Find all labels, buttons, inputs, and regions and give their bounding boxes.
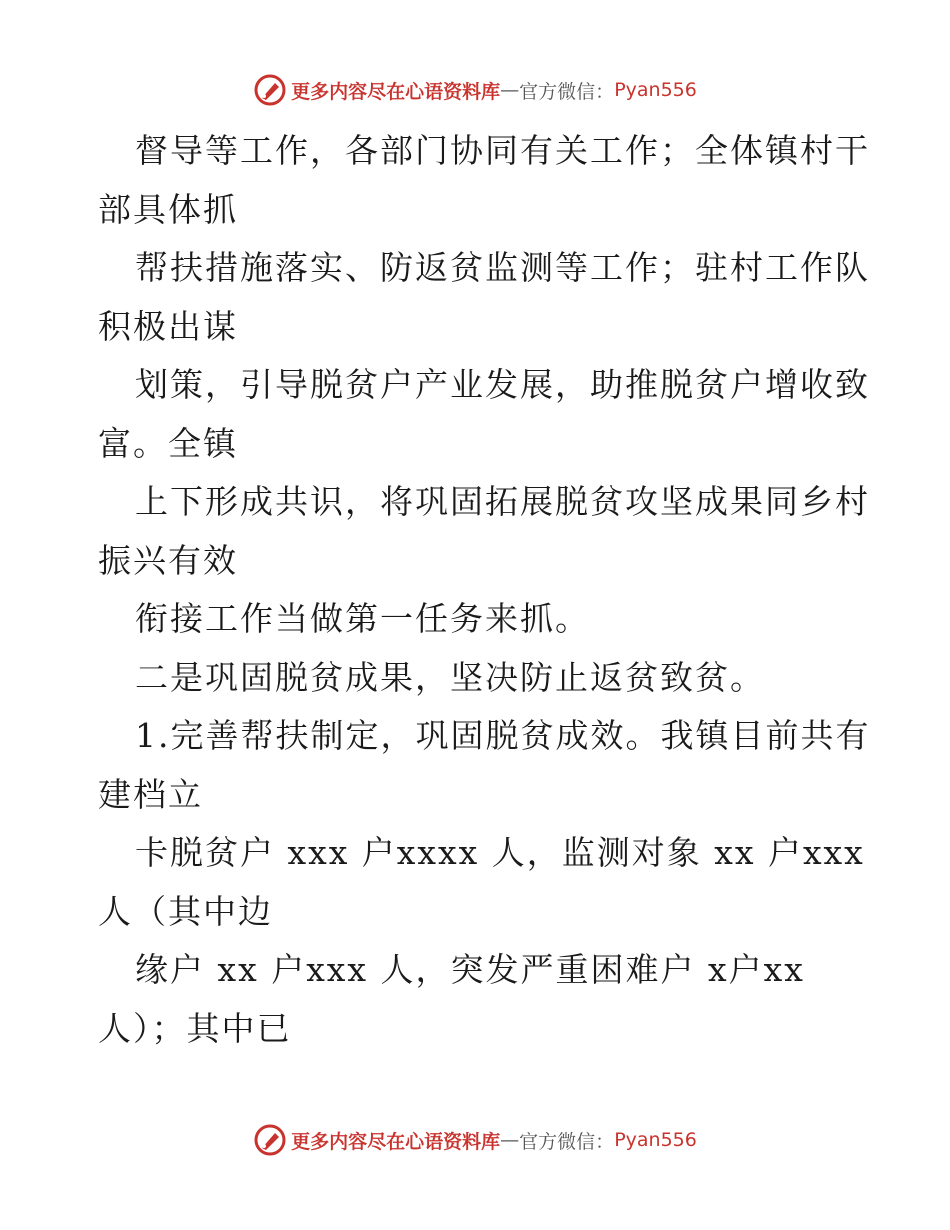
header-banner (0, 70, 950, 110)
wechat-label: 官方微信： (519, 80, 615, 103)
text-line: 1.完善帮扶制定，巩固脱贫成效。我镇目前共有 (135, 716, 871, 755)
text-line: 帮扶措施落实、防返贫监测等工作；驻村工作队 (135, 248, 870, 287)
wechat-label: 官方微信： (519, 1130, 615, 1153)
text-line: 二是巩固脱贫成果，坚决防止返贫致贫。 (135, 657, 765, 697)
brand-name: 更多内容尽在心语资料库 (291, 80, 501, 103)
text-line: 上下形成共识，将巩固拓展脱贫攻坚成果同乡村 (135, 482, 870, 521)
document-body (98, 122, 871, 1058)
text-line: 衔接工作当做第一任务来抓。 (135, 599, 590, 638)
pen-nib-logo-icon (253, 73, 287, 107)
wechat-id: Pyan556 (614, 1129, 697, 1151)
text-line: 积极出谋 (98, 306, 238, 346)
banner-separator: — (500, 1129, 520, 1151)
text-line: 人）；其中已 (98, 1008, 292, 1048)
text-line: 振兴有效 (98, 540, 238, 580)
text-line: 缘户 xx 户xxx 人，突发严重困难户 x户xx (135, 950, 805, 989)
text-line: 部具体抓 (98, 189, 238, 229)
text-line: 划策，引导脱贫户产业发展，助推脱贫户增收致 (135, 365, 870, 404)
pen-nib-logo-icon (253, 1123, 287, 1157)
footer-banner (0, 1120, 950, 1160)
text-line: 卡脱贫户 xxx 户xxxx 人，监测对象 xx 户xxx (135, 833, 865, 872)
text-line: 建档立 (98, 774, 203, 814)
text-line: 富。全镇 (98, 423, 238, 463)
text-line: 督导等工作，各部门协同有关工作；全体镇村干 (135, 131, 870, 170)
banner-separator: — (500, 79, 520, 101)
wechat-id: Pyan556 (614, 79, 697, 101)
brand-name: 更多内容尽在心语资料库 (291, 1130, 501, 1153)
text-line: 人（其中边 (98, 891, 273, 931)
